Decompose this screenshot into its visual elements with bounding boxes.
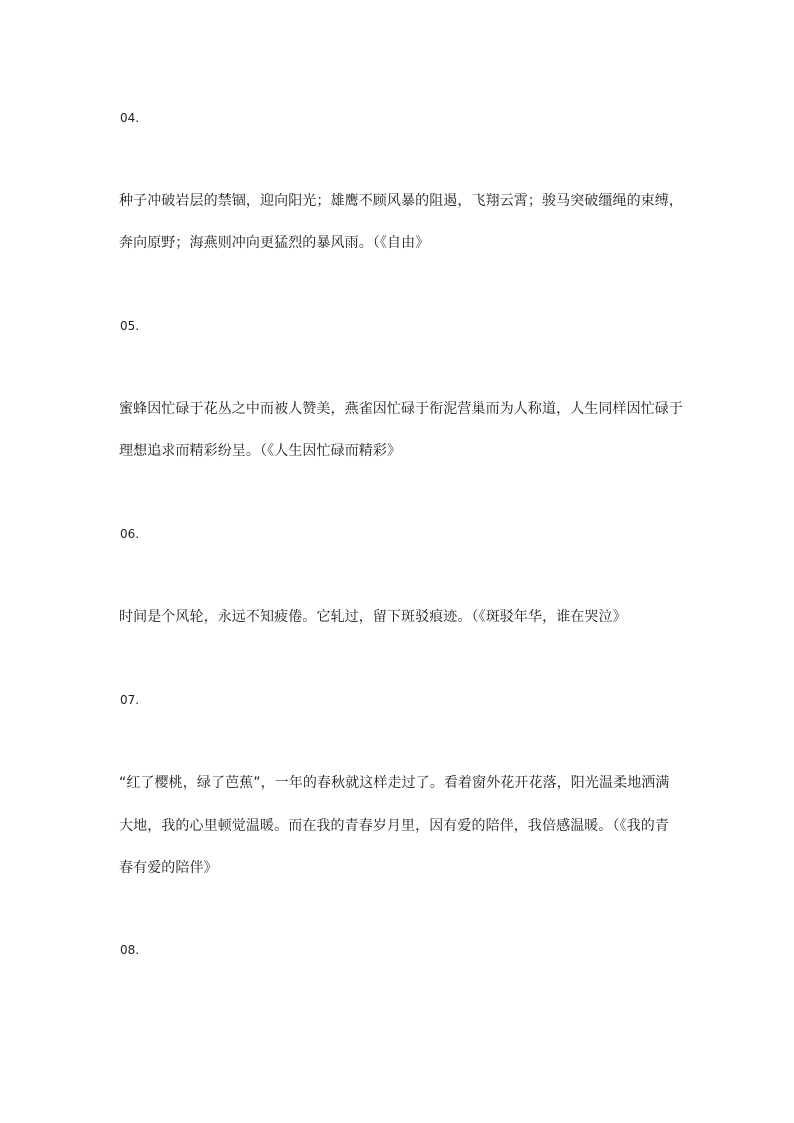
section-number-07: 07. xyxy=(120,693,140,707)
section-number-08: 08. xyxy=(120,943,140,957)
paragraph-line: 大地，我的心里顿觉温暖。而在我的青春岁月里，因有爱的陪伴，我倍感温暖。（《我的青 xyxy=(119,818,669,834)
section-number-04: 04. xyxy=(120,111,140,125)
section-number-05: 05. xyxy=(120,319,140,333)
paragraph-line: 种子冲破岩层的禁锢，迎向阳光；雄鹰不顾风暴的阻遏，飞翔云霄；骏马突破缰绳的束缚， xyxy=(119,193,683,209)
paragraph-line: 时间是个风轮，永远不知疲倦。它轧过，留下斑驳痕迹。（《斑驳年华，谁在哭泣》 xyxy=(119,609,627,625)
paragraph-line: 理想追求而精彩纷呈。（《人生因忙碌而精彩》 xyxy=(119,443,402,459)
paragraph-line: 春有爱的陪伴》 xyxy=(119,860,218,876)
paragraph-line: 奔向原野；海燕则冲向更猛烈的暴风雨。（《自由》 xyxy=(119,235,430,251)
paragraph-line: “红了樱桃，绿了芭蕉”，一年的春秋就这样走过了。看着窗外花开花落，阳光温柔地洒满 xyxy=(119,775,670,791)
paragraph-line: 蜜蜂因忙碌于花丛之中而被人赞美，燕雀因忙碌于衔泥营巢而为人称道，人生同样因忙碌于 xyxy=(119,401,683,417)
section-number-06: 06. xyxy=(120,527,140,541)
